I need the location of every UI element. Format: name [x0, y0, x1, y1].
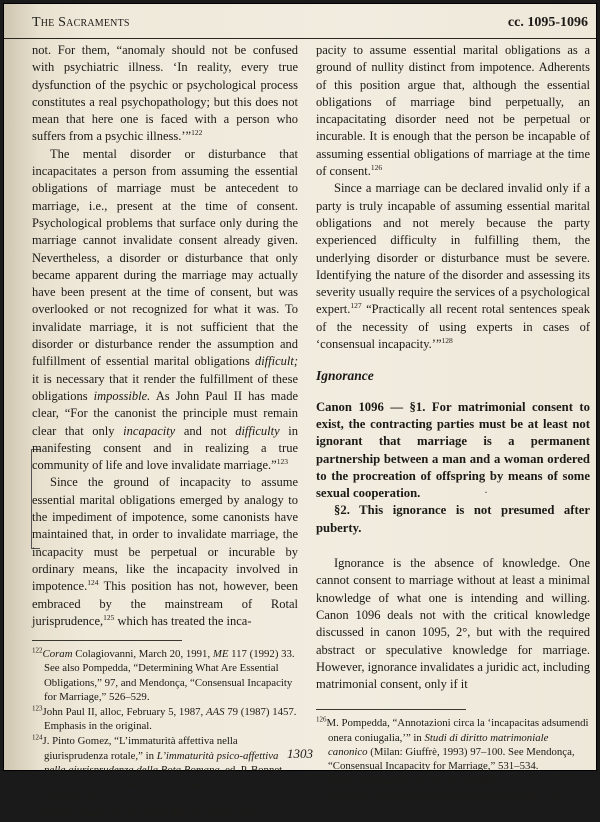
footnote: $^{127}$See the commentary on cc. 1574–1581.	[316, 773, 498, 788]
footnotes-left	[32, 640, 298, 820]
paragraph: not. For them, “anomaly should not be confused with psychiatric illness. ‘In reality, every true dysfunction of the psychic or psychological process constitutes a real psychopathology; but this does not mean that here one is faced with a person who suffers from a psychic illness.’”$^{122}$	[32, 43, 298, 144]
paragraph: Since a marriage can be declared invalid only if a party is truly incapable of assuming essential marital obligations and not merely because the party experienced difficulty in fulfilling them, the underlying disorder or disturbance must be severe. Identifying the nature of the disorder and assessing its severity usually require the services of a psychological expert.$^{127}$ “Practically all recent rotal sentences speak of the necessity of using experts in cases of ‘consensual incapacity.’”$^{128}$	[316, 181, 590, 352]
footnote-ref: 124	[87, 578, 99, 588]
footnote: $^{123}$John Paul II, alloc, February 5, 1987, AAS 79 (1987) 1457. Emphasis in the original.	[32, 704, 297, 733]
book-page	[3, 3, 597, 820]
canon-range: cc. 1095-1096	[507, 15, 588, 30]
paragraph: Since the ground of incapacity to assume essential marital obligations emerged by analogy to the impediment of impotence, some canonists have maintained that, in order to invalidate marriage, the incapacity must be perpetual or incurable by ordinary means, like the incapacity involved in impotence.$^{124}$ This position has not, however, been embraced by the mainstream of Rotal jurisprudence,$^{125}$ which has treated the inca-	[32, 475, 298, 628]
footnote: $^{122}$Coram Colagiovanni, March 20, 1991, ME 117 (1992) 33. See also Pompedda, “Determining What Are Essential Obligations,” 97, and Mendonça, “Consensual Incapacity for Marriage,” 526–529.	[32, 646, 295, 703]
footnote: $^{124}$J. Pinto Gomez, “L’immaturità affettiva nella giurisprudenza rotale,” in L’immaturità psico-affettiva nella giurisprudenza della Rota Romana, ed. P. Bonnet and C. Gullo (Vatican City: Libreria Editrice Vaticana, 1990) 50–51.	[32, 733, 283, 805]
footnote-rule	[316, 709, 466, 710]
footnote-ref: 126	[370, 162, 383, 172]
paragraph: The mental disorder or disturbance that incapacitates a person from assuming the essential obligations of marriage must be antecedent to marriage, i.e., present at the time of consent. Psychological problems that surface only during the marriage cannot invalidate consent already given. Nevertheless, a disorder or disturbance that only became apparent during the marriage may actually have been present at the time of consent, but was overlooked or not recognized for what it was. To invalidate marriage, it is not sufficient that the disorder or disturbance render the assumption and fulfillment of essential marital obligations difficult; it is necessary that it render the fulfillment of these obligations impossible. As John Paul II has made clear, “For the canonist the principle must remain clear that only incapacity and not difficulty in manifesting consent and in realizing a true community of life and love invalidate marriage.”$^{123}$	[32, 146, 298, 473]
footnote: $^{128}$Mendonça, “Consensual Incapacity for Marriage,” 541.	[316, 788, 567, 803]
page-header	[4, 8, 596, 39]
footnote-ref: 125	[103, 612, 115, 622]
running-head: The Sacraments	[32, 15, 130, 30]
footnote-ref: 123	[276, 456, 288, 466]
spacer	[316, 537, 590, 555]
canon-text	[316, 399, 590, 537]
pen-mark: ·	[484, 485, 488, 499]
left-column	[32, 42, 298, 822]
footnote-ref: 128	[441, 335, 453, 345]
page-number: 1303	[287, 746, 313, 761]
footnote: $^{125}$Coram Bruno, July 19, 1991, ME 117 (1992) 171.	[32, 805, 259, 820]
paragraph: pacity to assume essential marital obligations as a ground of nullity distinct from impotence. Adherents of this position argue that, although the essential obligations of marriage bind perpetually, an incapacitating disorder need not be perpetual or incurable. It is enough that the person be incapable of assuming essential obligations of marriage at the time of consent.$^{126}$	[316, 43, 590, 179]
paragraph: Ignorance is the absence of knowledge. One cannot consent to marriage without at least a minimal knowledge of what one is intending and willing. Canon 1096 deals not with the critical knowledge discussed in canon 1095, 2°, but with the required abstract or speculative knowledge for marriage. However, ignorance invalidates a juridic act, including matrimonial consent, only if it	[316, 556, 590, 692]
right-column	[316, 42, 590, 805]
canon-paragraph: §2. This ignorance is not presumed after puberty.	[316, 503, 590, 535]
footnote: $^{126}$M. Pompedda, “Annotazioni circa la ‘incapacitas adsumendi onera coniugalia,’” in Studi di diritto matrimoniale canonico (Milan: Giuffrè, 1993) 97–100. See Mendonça, “Consensual Incapacity for Marriage,” 531–534.	[316, 715, 589, 772]
footnote-rule	[32, 640, 182, 641]
canon-paragraph: Canon 1096 — §1. For matrimonial consent to exist, the contracting parties must be at least not ignorant that marriage is a permanent partnership between a man and a woman ordered to the procreation of offspring by means of some sexual cooperation.	[316, 399, 590, 501]
footnote-ref: 122	[191, 128, 203, 138]
footnote-ref: 127	[350, 301, 362, 311]
section-heading: Ignorance	[316, 368, 374, 384]
